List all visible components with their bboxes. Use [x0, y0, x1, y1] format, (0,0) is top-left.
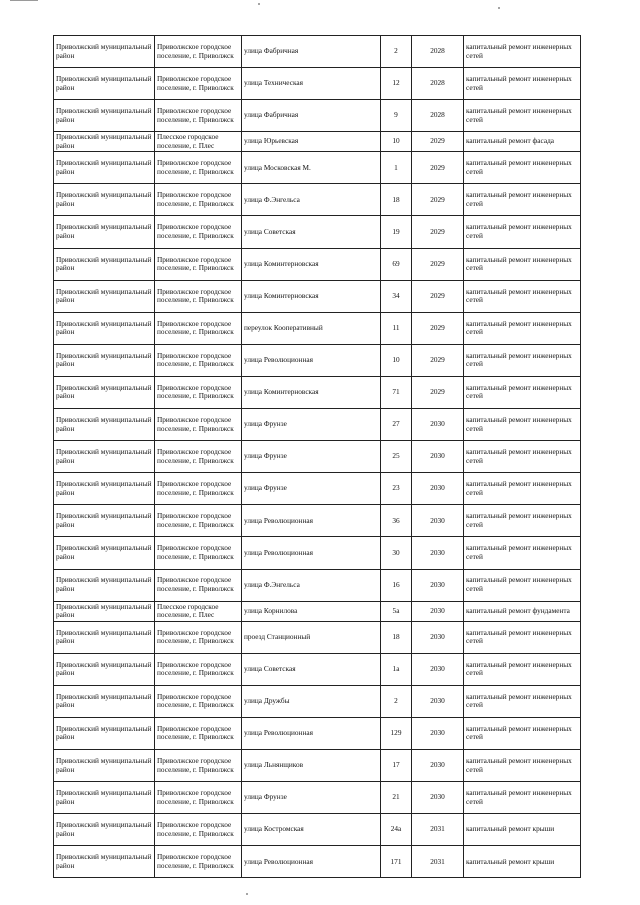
cell-district: Приволжский муниципальный район	[54, 717, 155, 749]
cell-settlement: Плесское городское поселение, г. Плес	[155, 132, 242, 152]
cell-settlement: Приволжское городское поселение, г. Приволжск	[155, 782, 242, 814]
cell-street: улица Революционная	[242, 717, 381, 749]
table-row	[54, 814, 581, 846]
cell-street: улица Революционная	[242, 537, 381, 569]
cell-house-number: 129	[381, 717, 412, 749]
cell-repair-year: 2028	[412, 68, 464, 100]
cell-repair-year: 2030	[412, 653, 464, 685]
cell-work-type: капитальный ремонт инженерных сетей	[464, 749, 581, 781]
table-row	[54, 505, 581, 537]
cell-house-number: 23	[381, 473, 412, 505]
cell-settlement: Приволжское городское поселение, г. Приволжск	[155, 717, 242, 749]
cell-settlement: Приволжское городское поселение, г. Приволжск	[155, 100, 242, 132]
cell-repair-year: 2030	[412, 717, 464, 749]
table-row	[54, 344, 581, 376]
cell-street: улица Фабричная	[242, 100, 381, 132]
cell-house-number: 12	[381, 68, 412, 100]
table-row	[54, 376, 581, 408]
cell-repair-year: 2030	[412, 537, 464, 569]
cell-street: улица Юрьевская	[242, 132, 381, 152]
cell-street: улица Коминтерновская	[242, 280, 381, 312]
cell-repair-year: 2029	[412, 376, 464, 408]
cell-work-type: капитальный ремонт фасада	[464, 132, 581, 152]
cell-house-number: 21	[381, 782, 412, 814]
cell-repair-year: 2029	[412, 280, 464, 312]
cell-district: Приволжский муниципальный район	[54, 280, 155, 312]
cell-repair-year: 2030	[412, 505, 464, 537]
cell-work-type: капитальный ремонт инженерных сетей	[464, 36, 581, 68]
cell-settlement: Приволжское городское поселение, г. Приволжск	[155, 248, 242, 280]
cell-district: Приволжский муниципальный район	[54, 152, 155, 184]
cell-work-type: капитальный ремонт инженерных сетей	[464, 621, 581, 653]
cell-street: улица Фрунзе	[242, 409, 381, 441]
cell-settlement: Приволжское городское поселение, г. Приволжск	[155, 152, 242, 184]
cell-settlement: Приволжское городское поселение, г. Приволжск	[155, 36, 242, 68]
cell-work-type: капитальный ремонт инженерных сетей	[464, 248, 581, 280]
cell-settlement: Приволжское городское поселение, г. Приволжск	[155, 409, 242, 441]
cell-district: Приволжский муниципальный район	[54, 100, 155, 132]
cell-district: Приволжский муниципальный район	[54, 653, 155, 685]
cell-street: улица Коминтерновская	[242, 248, 381, 280]
cell-district: Приволжский муниципальный район	[54, 216, 155, 248]
table-row	[54, 569, 581, 601]
cell-street: улица Ф.Энгельса	[242, 569, 381, 601]
cell-settlement: Приволжское городское поселение, г. Приволжск	[155, 505, 242, 537]
table-row	[54, 216, 581, 248]
cell-settlement: Приволжское городское поселение, г. Приволжск	[155, 685, 242, 717]
cell-street: улица Техническая	[242, 68, 381, 100]
cell-house-number: 2	[381, 36, 412, 68]
scan-dot	[498, 7, 500, 9]
table-row	[54, 537, 581, 569]
cell-repair-year: 2030	[412, 569, 464, 601]
cell-house-number: 18	[381, 621, 412, 653]
cell-street: улица Фабричная	[242, 36, 381, 68]
cell-street: улица Костромская	[242, 814, 381, 846]
cell-street: улица Революционная	[242, 846, 381, 878]
cell-settlement: Приволжское городское поселение, г. Приволжск	[155, 184, 242, 216]
cell-work-type: капитальный ремонт фундамента	[464, 601, 581, 621]
cell-district: Приволжский муниципальный район	[54, 36, 155, 68]
cell-work-type: капитальный ремонт инженерных сетей	[464, 537, 581, 569]
cell-street: улица Ф.Энгельса	[242, 184, 381, 216]
cell-settlement: Приволжское городское поселение, г. Приволжск	[155, 344, 242, 376]
repair-schedule-table	[53, 35, 581, 878]
cell-district: Приволжский муниципальный район	[54, 312, 155, 344]
cell-work-type: капитальный ремонт крыши	[464, 846, 581, 878]
cell-street: проезд Станционный	[242, 621, 381, 653]
cell-repair-year: 2030	[412, 601, 464, 621]
cell-work-type: капитальный ремонт инженерных сетей	[464, 717, 581, 749]
table-row	[54, 184, 581, 216]
cell-work-type: капитальный ремонт инженерных сетей	[464, 473, 581, 505]
table-row	[54, 653, 581, 685]
cell-district: Приволжский муниципальный район	[54, 685, 155, 717]
cell-repair-year: 2030	[412, 621, 464, 653]
cell-settlement: Плесское городское поселение, г. Плес	[155, 601, 242, 621]
cell-house-number: 11	[381, 312, 412, 344]
cell-work-type: капитальный ремонт инженерных сетей	[464, 685, 581, 717]
cell-house-number: 24а	[381, 814, 412, 846]
cell-repair-year: 2030	[412, 409, 464, 441]
cell-repair-year: 2029	[412, 184, 464, 216]
cell-repair-year: 2031	[412, 846, 464, 878]
cell-repair-year: 2029	[412, 152, 464, 184]
cell-repair-year: 2028	[412, 100, 464, 132]
cell-street: улица Советская	[242, 653, 381, 685]
cell-work-type: капитальный ремонт инженерных сетей	[464, 216, 581, 248]
cell-district: Приволжский муниципальный район	[54, 537, 155, 569]
cell-settlement: Приволжское городское поселение, г. Приволжск	[155, 621, 242, 653]
cell-house-number: 25	[381, 441, 412, 473]
cell-house-number: 10	[381, 132, 412, 152]
cell-work-type: капитальный ремонт инженерных сетей	[464, 376, 581, 408]
cell-repair-year: 2030	[412, 749, 464, 781]
scan-dot	[246, 893, 248, 895]
cell-district: Приволжский муниципальный район	[54, 569, 155, 601]
table-row	[54, 132, 581, 152]
cell-settlement: Приволжское городское поселение, г. Приволжск	[155, 216, 242, 248]
cell-street: улица Революционная	[242, 505, 381, 537]
cell-district: Приволжский муниципальный район	[54, 601, 155, 621]
table-row	[54, 749, 581, 781]
table-row	[54, 409, 581, 441]
cell-work-type: капитальный ремонт инженерных сетей	[464, 653, 581, 685]
cell-district: Приволжский муниципальный район	[54, 846, 155, 878]
cell-district: Приволжский муниципальный район	[54, 621, 155, 653]
cell-settlement: Приволжское городское поселение, г. Приволжск	[155, 376, 242, 408]
cell-house-number: 30	[381, 537, 412, 569]
cell-street: улица Фрунзе	[242, 473, 381, 505]
table-row	[54, 36, 581, 68]
table-body	[54, 36, 581, 878]
cell-work-type: капитальный ремонт инженерных сетей	[464, 409, 581, 441]
cell-house-number: 69	[381, 248, 412, 280]
cell-repair-year: 2029	[412, 132, 464, 152]
cell-house-number: 16	[381, 569, 412, 601]
cell-repair-year: 2030	[412, 441, 464, 473]
table-row	[54, 280, 581, 312]
cell-house-number: 34	[381, 280, 412, 312]
table-row	[54, 621, 581, 653]
cell-street: улица Корнилова	[242, 601, 381, 621]
cell-repair-year: 2029	[412, 216, 464, 248]
cell-settlement: Приволжское городское поселение, г. Приволжск	[155, 473, 242, 505]
cell-house-number: 18	[381, 184, 412, 216]
cell-repair-year: 2031	[412, 814, 464, 846]
table-row	[54, 68, 581, 100]
cell-house-number: 27	[381, 409, 412, 441]
cell-district: Приволжский муниципальный район	[54, 68, 155, 100]
cell-house-number: 36	[381, 505, 412, 537]
cell-house-number: 19	[381, 216, 412, 248]
cell-district: Приволжский муниципальный район	[54, 505, 155, 537]
scan-edge-mark	[10, 0, 38, 1]
cell-settlement: Приволжское городское поселение, г. Приволжск	[155, 814, 242, 846]
cell-work-type: капитальный ремонт крыши	[464, 814, 581, 846]
cell-settlement: Приволжское городское поселение, г. Приволжск	[155, 653, 242, 685]
cell-street: переулок Кооперативный	[242, 312, 381, 344]
cell-repair-year: 2030	[412, 685, 464, 717]
cell-street: улица Коминтерновская	[242, 376, 381, 408]
cell-house-number: 5а	[381, 601, 412, 621]
cell-house-number: 71	[381, 376, 412, 408]
table-row	[54, 248, 581, 280]
cell-district: Приволжский муниципальный район	[54, 749, 155, 781]
cell-work-type: капитальный ремонт инженерных сетей	[464, 68, 581, 100]
table-row	[54, 441, 581, 473]
cell-house-number: 171	[381, 846, 412, 878]
table-row	[54, 782, 581, 814]
cell-district: Приволжский муниципальный район	[54, 344, 155, 376]
cell-work-type: капитальный ремонт инженерных сетей	[464, 505, 581, 537]
table-row	[54, 152, 581, 184]
cell-settlement: Приволжское городское поселение, г. Приволжск	[155, 749, 242, 781]
cell-street: улица Дружбы	[242, 685, 381, 717]
cell-work-type: капитальный ремонт инженерных сетей	[464, 569, 581, 601]
cell-street: улица Московская М.	[242, 152, 381, 184]
cell-district: Приволжский муниципальный район	[54, 814, 155, 846]
cell-repair-year: 2028	[412, 36, 464, 68]
cell-house-number: 10	[381, 344, 412, 376]
cell-street: улица Льнянщиков	[242, 749, 381, 781]
cell-house-number: 1а	[381, 653, 412, 685]
cell-house-number: 17	[381, 749, 412, 781]
cell-settlement: Приволжское городское поселение, г. Приволжск	[155, 68, 242, 100]
cell-street: улица Революционная	[242, 344, 381, 376]
cell-district: Приволжский муниципальный район	[54, 184, 155, 216]
table-row	[54, 473, 581, 505]
cell-settlement: Приволжское городское поселение, г. Приволжск	[155, 569, 242, 601]
cell-repair-year: 2030	[412, 782, 464, 814]
cell-work-type: капитальный ремонт инженерных сетей	[464, 344, 581, 376]
cell-work-type: капитальный ремонт инженерных сетей	[464, 782, 581, 814]
cell-street: улица Фрунзе	[242, 441, 381, 473]
cell-repair-year: 2029	[412, 248, 464, 280]
cell-settlement: Приволжское городское поселение, г. Приволжск	[155, 441, 242, 473]
cell-district: Приволжский муниципальный район	[54, 473, 155, 505]
cell-settlement: Приволжское городское поселение, г. Приволжск	[155, 846, 242, 878]
cell-work-type: капитальный ремонт инженерных сетей	[464, 312, 581, 344]
cell-repair-year: 2029	[412, 312, 464, 344]
table-row	[54, 717, 581, 749]
table-row	[54, 601, 581, 621]
cell-street: улица Советская	[242, 216, 381, 248]
cell-street: улица Фрунзе	[242, 782, 381, 814]
cell-settlement: Приволжское городское поселение, г. Приволжск	[155, 280, 242, 312]
cell-district: Приволжский муниципальный район	[54, 441, 155, 473]
cell-district: Приволжский муниципальный район	[54, 132, 155, 152]
cell-district: Приволжский муниципальный район	[54, 248, 155, 280]
cell-repair-year: 2029	[412, 344, 464, 376]
cell-house-number: 9	[381, 100, 412, 132]
cell-work-type: капитальный ремонт инженерных сетей	[464, 152, 581, 184]
table-row	[54, 846, 581, 878]
cell-district: Приволжский муниципальный район	[54, 376, 155, 408]
cell-work-type: капитальный ремонт инженерных сетей	[464, 441, 581, 473]
cell-house-number: 1	[381, 152, 412, 184]
cell-work-type: капитальный ремонт инженерных сетей	[464, 280, 581, 312]
cell-work-type: капитальный ремонт инженерных сетей	[464, 184, 581, 216]
cell-settlement: Приволжское городское поселение, г. Приволжск	[155, 537, 242, 569]
cell-district: Приволжский муниципальный район	[54, 409, 155, 441]
table-row	[54, 685, 581, 717]
scan-dot	[258, 3, 260, 5]
cell-work-type: капитальный ремонт инженерных сетей	[464, 100, 581, 132]
table-row	[54, 312, 581, 344]
cell-district: Приволжский муниципальный район	[54, 782, 155, 814]
table-row	[54, 100, 581, 132]
cell-house-number: 2	[381, 685, 412, 717]
cell-settlement: Приволжское городское поселение, г. Приволжск	[155, 312, 242, 344]
cell-repair-year: 2030	[412, 473, 464, 505]
